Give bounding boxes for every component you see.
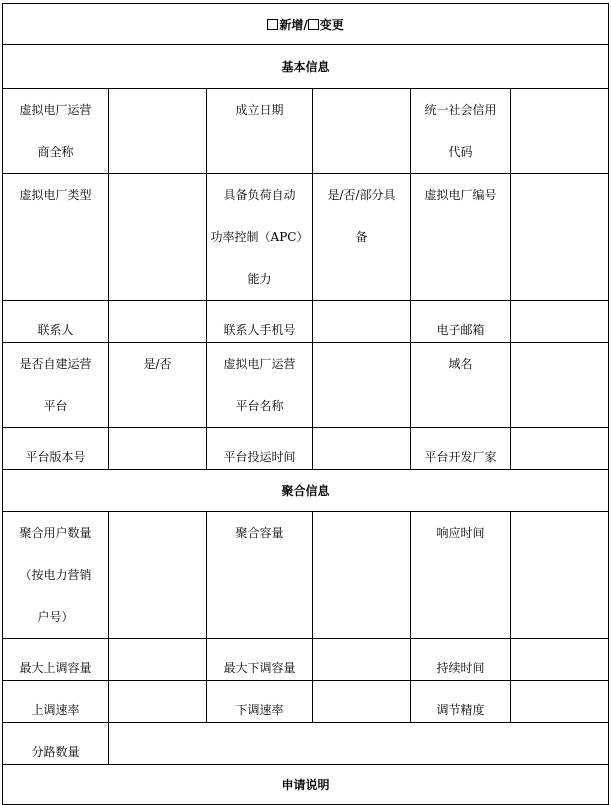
establish-date-label: 成立日期 bbox=[207, 89, 313, 174]
accuracy-label: 调节精度 bbox=[411, 681, 511, 723]
user-count-value[interactable] bbox=[109, 512, 207, 639]
apc-capability-label: 具备负荷自动 功率控制（APC） 能力 bbox=[207, 174, 313, 301]
section-aggregate-info: 聚合信息 bbox=[3, 470, 609, 512]
branch-count-value[interactable] bbox=[109, 723, 609, 765]
platform-version-value[interactable] bbox=[109, 428, 207, 470]
vpp-registration-form bbox=[2, 3, 609, 805]
domain-value[interactable] bbox=[511, 343, 609, 428]
down-rate-value[interactable] bbox=[313, 681, 411, 723]
apc-capability-value[interactable]: 是/否/部分具 备 bbox=[313, 174, 411, 301]
form-title bbox=[3, 4, 609, 45]
change-checkbox[interactable] bbox=[308, 19, 319, 30]
platform-vendor-label: 平台开发厂家 bbox=[411, 428, 511, 470]
vpp-id-label: 虚拟电厂编号 bbox=[411, 174, 511, 301]
self-built-platform-value[interactable]: 是/否 bbox=[109, 343, 207, 428]
platform-vendor-value[interactable] bbox=[511, 428, 609, 470]
email-value[interactable] bbox=[511, 301, 609, 343]
operator-name-label: 虚拟电厂运营 商全称 bbox=[3, 89, 109, 174]
up-rate-label: 上调速率 bbox=[3, 681, 109, 723]
accuracy-value[interactable] bbox=[511, 681, 609, 723]
credit-code-value[interactable] bbox=[511, 89, 609, 174]
platform-name-label: 虚拟电厂运营 平台名称 bbox=[207, 343, 313, 428]
contact-phone-label: 联系人手机号 bbox=[207, 301, 313, 343]
platform-launch-label: 平台投运时间 bbox=[207, 428, 313, 470]
down-rate-label: 下调速率 bbox=[207, 681, 313, 723]
domain-label: 域名 bbox=[411, 343, 511, 428]
duration-label: 持续时间 bbox=[411, 639, 511, 681]
change-option-label: 变更 bbox=[319, 17, 344, 32]
vpp-type-value[interactable] bbox=[109, 174, 207, 301]
duration-value[interactable] bbox=[511, 639, 609, 681]
response-time-value[interactable] bbox=[511, 512, 609, 639]
up-rate-value[interactable] bbox=[109, 681, 207, 723]
title-separator: / bbox=[303, 17, 308, 32]
contact-value[interactable] bbox=[109, 301, 207, 343]
contact-phone-value[interactable] bbox=[313, 301, 411, 343]
max-up-capacity-label: 最大上调容量 bbox=[3, 639, 109, 681]
new-option-label: 新增 bbox=[279, 17, 304, 32]
platform-version-label: 平台版本号 bbox=[3, 428, 109, 470]
section-application-desc: 申请说明 bbox=[3, 765, 609, 805]
section-basic-info: 基本信息 bbox=[3, 45, 609, 89]
branch-count-label: 分路数量 bbox=[3, 723, 109, 765]
operator-name-value[interactable] bbox=[109, 89, 207, 174]
vpp-id-value[interactable] bbox=[511, 174, 609, 301]
max-up-capacity-value[interactable] bbox=[109, 639, 207, 681]
platform-launch-value[interactable] bbox=[313, 428, 411, 470]
contact-label: 联系人 bbox=[3, 301, 109, 343]
response-time-label: 响应时间 bbox=[411, 512, 511, 639]
max-down-capacity-value[interactable] bbox=[313, 639, 411, 681]
aggregate-capacity-label: 聚合容量 bbox=[207, 512, 313, 639]
establish-date-value[interactable] bbox=[313, 89, 411, 174]
email-label: 电子邮箱 bbox=[411, 301, 511, 343]
new-checkbox[interactable] bbox=[267, 19, 278, 30]
vpp-type-label: 虚拟电厂类型 bbox=[3, 174, 109, 301]
user-count-label: 聚合用户数量 （按电力营销 户号） bbox=[3, 512, 109, 639]
credit-code-label: 统一社会信用 代码 bbox=[411, 89, 511, 174]
self-built-platform-label: 是否自建运营 平台 bbox=[3, 343, 109, 428]
aggregate-capacity-value[interactable] bbox=[313, 512, 411, 639]
platform-name-value[interactable] bbox=[313, 343, 411, 428]
max-down-capacity-label: 最大下调容量 bbox=[207, 639, 313, 681]
